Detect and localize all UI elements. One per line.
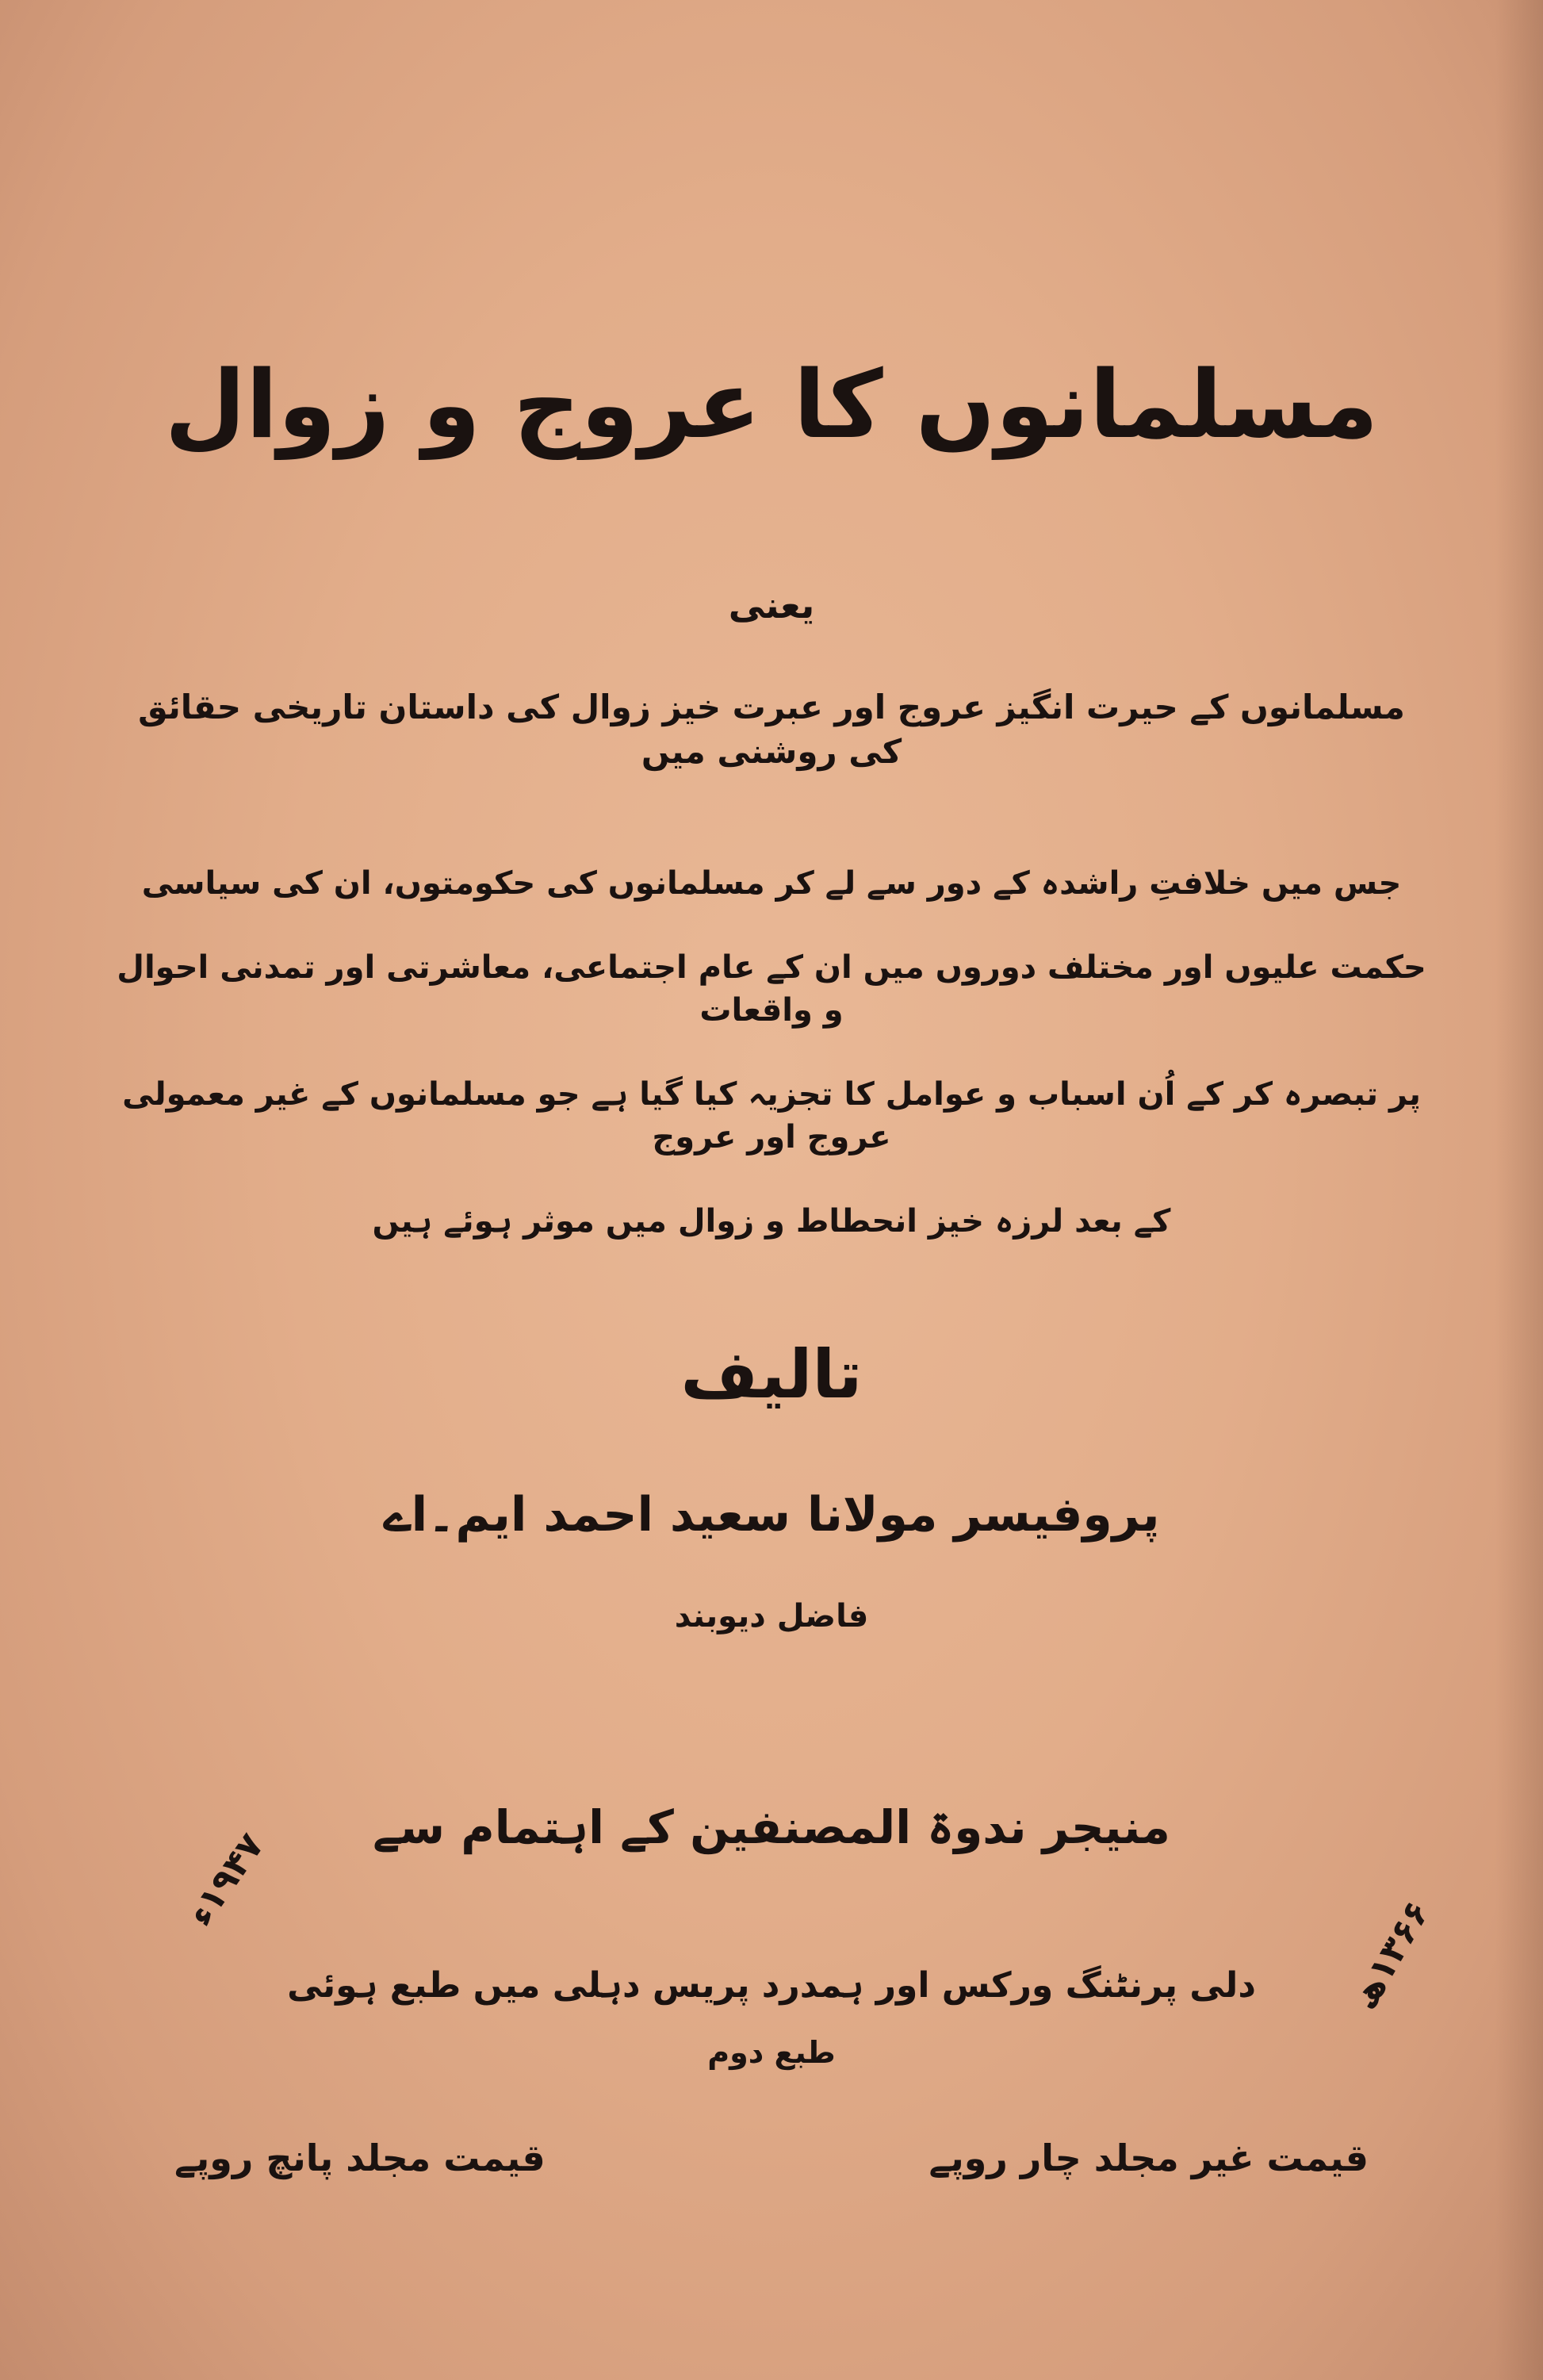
author-credential: فاضل دیوبند	[674, 1598, 869, 1635]
author-name: پروفیسر مولانا سعید احمد ایم۔اے	[383, 1487, 1160, 1543]
description-line: پر تبصرہ کر کے اُن اسباب و عوامل کا تجزیہ کیا گیا ہے جو مسلمانوں کے غیر معمولی عروج اور عروج	[122, 1076, 1421, 1156]
price-unbound: قیمت غیر مجلد چار روپے	[928, 2137, 1369, 2180]
book-title: مسلمانوں کا عروج و زوال	[164, 350, 1379, 459]
prices-row	[111, 2137, 1432, 2179]
year-hijri: ۱۳۶۶ھ	[1344, 1894, 1438, 2017]
edition-label: طبع دوم	[707, 2035, 836, 2071]
description-line: کے بعد لرزہ خیز انحطاط و زوال میں موثر ہوئے ہیں	[372, 1203, 1171, 1240]
year-gregorian: ۱۹۴۷ء	[179, 1826, 273, 1934]
description-line: جس میں خلافتِ راشدہ کے دور سے لے کر مسلمانوں کی حکومتوں، ان کی سیاسی	[141, 865, 1402, 903]
talif-label: تالیف	[680, 1336, 863, 1414]
publisher-line: منیجر ندوۃ المصنفین کے اہتمام سے	[373, 1800, 1170, 1855]
description-line: حکمت علیوں اور مختلف دوروں میں ان کے عام اجتماعی، معاشرتی اور تمدنی احوال و واقعات	[117, 949, 1426, 1029]
price-bound: قیمت مجلد پانچ روپے	[174, 2137, 546, 2180]
press-line: دلی پرنٹنگ ورکس اور ہمدرد پریس دہلی میں طبع ہوئی	[287, 1964, 1256, 2006]
yani-label: یعنی	[728, 583, 815, 627]
subtitle: مسلمانوں کے حیرت انگیز عروج اور عبرت خیز زوال کی داستان تاریخی حقائق کی روشنی میں	[138, 687, 1405, 772]
